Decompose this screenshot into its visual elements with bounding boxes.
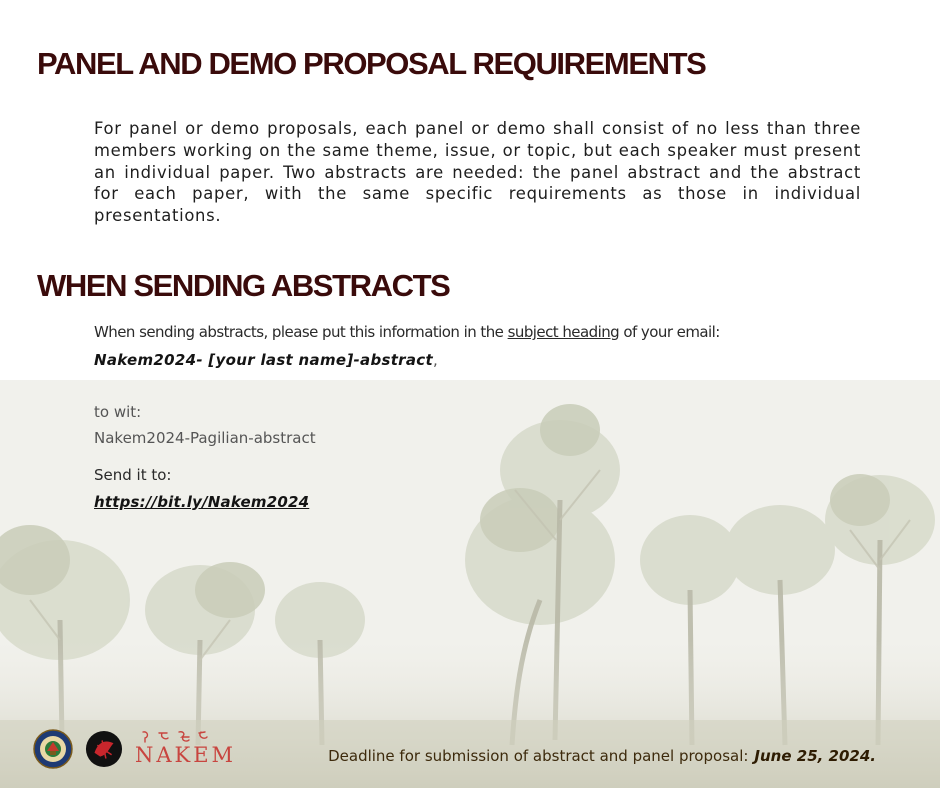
university-seal-icon xyxy=(33,729,73,769)
deadline-notice xyxy=(328,747,876,765)
send-to-label: Send it to: xyxy=(94,466,172,484)
subject-format xyxy=(94,351,438,369)
intro-text-before: When sending abstracts, please put this information in the xyxy=(94,323,508,341)
to-wit-label: to wit: xyxy=(94,403,142,421)
subject-heading-emphasis: subject heading xyxy=(507,323,620,341)
panel-demo-paragraph: For panel or demo proposals, each panel or demo shall consist of no less than three members working on the same theme, issue, or topic, but each speaker must present an individual paper. Two abstracts are needed: the panel abstract and the abstract for each paper, with the same specific requirements as those in individual presentations. xyxy=(94,119,861,226)
subject-format-text: Nakem2024- [your last name]-abstract xyxy=(94,351,433,369)
nakem-logo-text: NAKEM xyxy=(135,743,237,767)
subject-format-comma: , xyxy=(432,351,439,369)
section-heading-sending-abstracts: WHEN SENDING ABSTRACTS xyxy=(37,268,450,303)
deadline-date: June 25, 2024. xyxy=(754,747,876,765)
nakem-conference-seal-icon xyxy=(85,730,123,768)
subject-example: Nakem2024-Pagilian-abstract xyxy=(94,429,316,447)
sending-instructions xyxy=(94,323,720,341)
submission-link[interactable]: https://bit.ly/Nakem2024 xyxy=(94,493,310,511)
section-heading-panel-demo: PANEL AND DEMO PROPOSAL REQUIREMENTS xyxy=(37,46,706,81)
deadline-label: Deadline for submission of abstract and panel proposal: xyxy=(328,747,749,765)
intro-text-after: of your email: xyxy=(619,323,720,341)
